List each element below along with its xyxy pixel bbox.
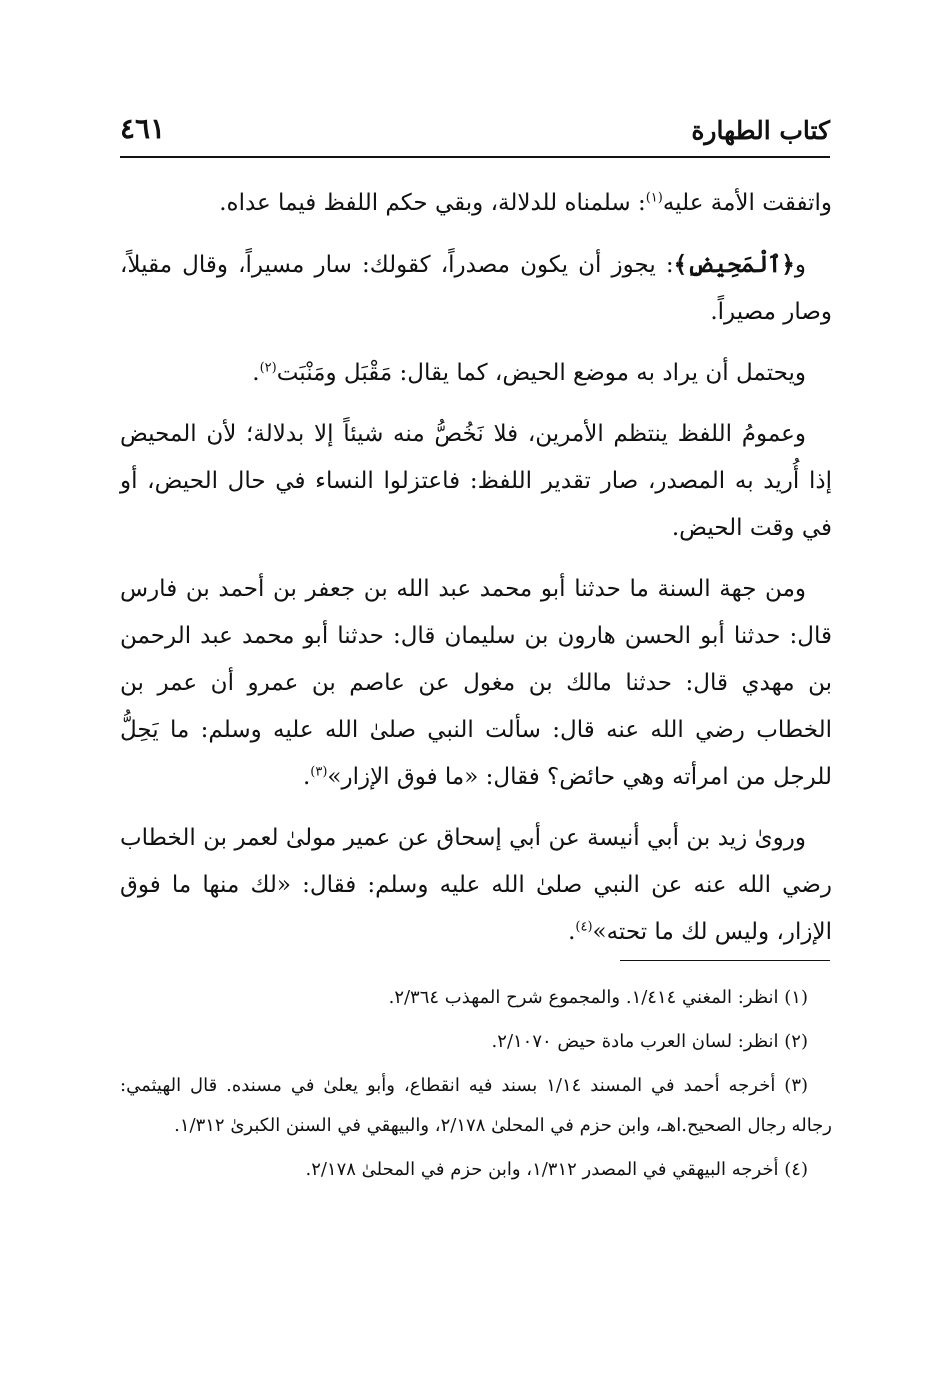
- footnotes: [120, 978, 832, 1194]
- footnote-separator: [620, 960, 830, 961]
- page-header: [120, 112, 830, 158]
- paragraph-text: وروىٰ زيد بن أبي أنيسة عن أبي إسحاق عن عمير مولىٰ لعمر بن الخطاب رضي الله عنه عن النبي صلىٰ الله عليه وسلم: فقال: «لك منها ما فوق الإزار، وليس لك ما تحته»: [120, 825, 832, 945]
- footnote-ref-1: (١): [645, 190, 663, 206]
- paragraph-6: [120, 815, 832, 956]
- quran-word: ﴿ٱلْمَحِيضِ﴾: [673, 251, 795, 278]
- footnote-2: (٢) انظر: لسان العرب مادة حيض ٢/١٠٧٠.: [491, 1031, 808, 1052]
- paragraph-end: .: [252, 360, 260, 386]
- footnote-4: (٤) أخرجه البيهقي في المصدر ١/٣١٢، وابن حزم في المحلىٰ ٢/١٧٨.: [305, 1159, 808, 1180]
- footnote-ref-2: (٢): [259, 360, 277, 376]
- footnote-ref-4: (٤): [575, 919, 593, 935]
- paragraph-text: : سلمناه للدلالة، وبقي حكم اللفظ فيما عداه.: [219, 190, 646, 216]
- paragraph-end: .: [568, 919, 576, 945]
- paragraph-text: ويحتمل أن يراد به موضع الحيض، كما يقال: مَقْبَل ومَنْبَت: [276, 360, 806, 386]
- footnote-ref-3: (٣): [310, 764, 328, 780]
- paragraph-text: ومن جهة السنة ما حدثنا أبو محمد عبد الله بن جعفر بن أحمد بن فارس قال: حدثنا أبو الحسن هارون بن سليمان قال: حدثنا أبو محمد عبد الرحمن بن مهدي قال: حدثنا مالك بن مغول عن عاصم بن عمرو أن عمر بن الخطاب رضي الله عنه قال: سألت النبي صلىٰ الله عليه وسلم: ما يَحِلُّ للرجل من امرأته وهي حائض؟ فقال: «ما فوق الإزار»: [120, 576, 832, 790]
- paragraph-end: .: [302, 764, 311, 790]
- paragraph-4: [120, 411, 832, 552]
- main-text: [120, 180, 832, 970]
- page-number: ٤٦١: [120, 112, 166, 145]
- paragraph-text: واتفقت الأمة عليه: [662, 190, 832, 216]
- paragraph-3: [120, 350, 832, 397]
- paragraph-text: وعمومُ اللفظ ينتظم الأمرين، فلا نَخُصُّ منه شيئاً إلا بدلالة؛ لأن المحيض إذا أُريد به المصدر، صار تقدير اللفظ: فاعتزلوا النساء في حال الحيض، أو في وقت الحيض.: [120, 421, 832, 541]
- book-title: كتاب الطهارة: [691, 116, 830, 145]
- paragraph-text: : يجوز أن يكون مصدراً، كقولك: سار مسيراً، وقال مقيلاً، وصار مصيراً.: [120, 252, 832, 325]
- paragraph-5: [120, 566, 832, 801]
- footnote-1: (١) انظر: المغني ١/٤١٤. والمجموع شرح المهذب ٢/٣٦٤.: [388, 987, 808, 1008]
- paragraph-text: و: [794, 252, 806, 278]
- paragraph-2: [120, 241, 832, 336]
- paragraph-1: [120, 180, 832, 227]
- footnote-3: (٣) أخرجه أحمد في المسند ١/١٤ بسند فيه انقطاع، وأبو يعلىٰ في مسنده. قال الهيثمي: رجاله رجال الصحيح.اهـ، وابن حزم في المحلىٰ ٢/١٧٨، والبيهقي في السنن الكبرىٰ ١/٣١٢.: [120, 1075, 832, 1136]
